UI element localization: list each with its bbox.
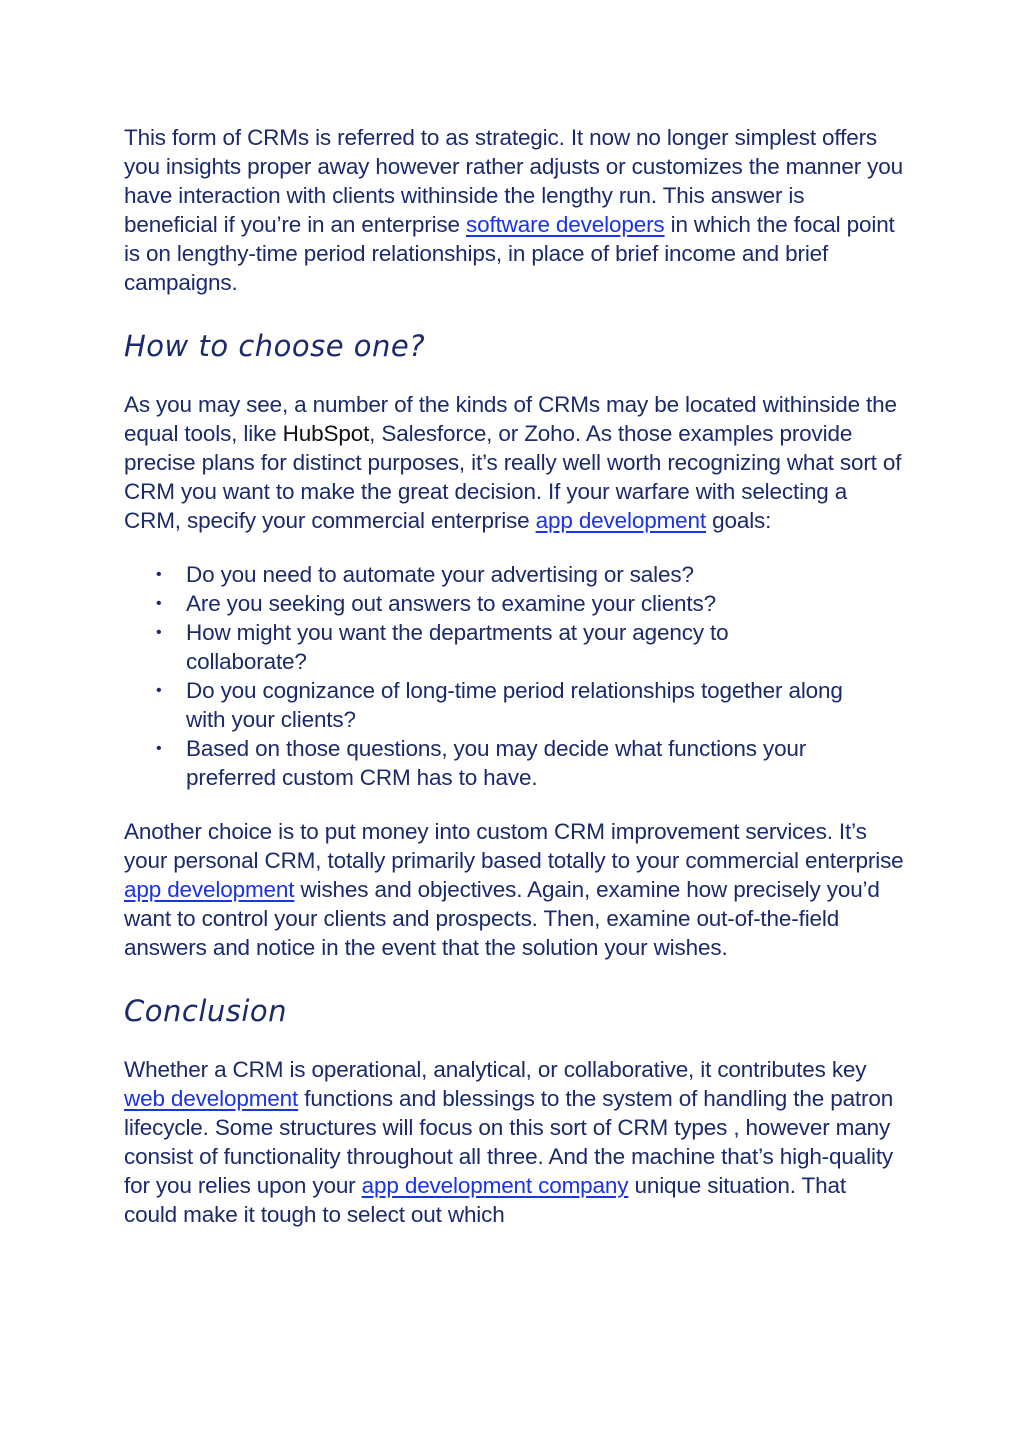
software-developers-link[interactable]: software developers	[466, 212, 665, 237]
document-page	[124, 123, 904, 1229]
bullet-icon: •	[156, 595, 162, 612]
custom-text-2: wishes and objectives. Again, examine how precisely you’d want to control your clients and prospects. Then, examine out-of-the-field answers and notice in the event that the solution your wishes.	[124, 877, 880, 960]
app-development-link-1[interactable]: app development	[535, 508, 707, 533]
bullet-icon: •	[156, 740, 162, 757]
choose-text-1: As you may see, a number of the kinds of CRMs may be located withinside the equal tools, like	[124, 392, 897, 446]
conclusion-text-1: Whether a CRM is operational, analytical, or collaborative, it contributes key	[124, 1057, 867, 1082]
list-item	[156, 560, 904, 589]
app-development-company-link[interactable]: app development company	[361, 1173, 629, 1198]
bullet-icon: •	[156, 566, 162, 583]
custom-crm-paragraph	[124, 817, 904, 962]
heading-how-to-choose: How to choose one?	[124, 329, 426, 363]
list-item	[156, 618, 904, 676]
list-item-text: Based on those questions, you may decide what functions your preferred custom CRM has to have.	[186, 736, 807, 790]
list-item-text: Are you seeking out answers to examine your clients?	[186, 591, 716, 616]
list-item	[156, 589, 904, 618]
list-item-text: Do you cognizance of long-time period relationships together along with your clients?	[186, 678, 843, 732]
bullet-icon: •	[156, 624, 162, 641]
heading-conclusion: Conclusion	[124, 994, 288, 1028]
conclusion-text-3: unique situation. That could make it tough to select out which	[124, 1173, 846, 1227]
conclusion-text-2: functions and blessings to the system of handling the patron lifecycle. Some structures will focus on this sort of CRM types , however many consist of functionality throughout all three. And the machine that’s high-quality for you relies upon your	[124, 1086, 894, 1198]
choose-text-2: , Salesforce, or Zoho. As those examples provide precise plans for distinct purposes, it’s really well worth recognizing what sort of CRM you want to make the great decision. If your warfare with selecting a CRM, specify your commercial enterprise	[124, 421, 902, 533]
bullet-icon: •	[156, 682, 162, 699]
intro-text-2: in which the focal point is on lengthy-time period relationships, in place of brief income and brief campaigns.	[124, 212, 895, 295]
intro-paragraph	[124, 123, 904, 297]
hubspot-text: HubSpot	[282, 421, 370, 446]
intro-text-1: This form of CRMs is referred to as strategic. It now no longer simplest offers you insights proper away however rather adjusts or customizes the manner you have interaction with clients withinside the lengthy run. This answer is beneficial if you’re in an enterprise	[124, 125, 903, 237]
choose-text-3: goals:	[706, 508, 772, 533]
choose-paragraph	[124, 390, 904, 535]
list-item	[156, 734, 904, 792]
conclusion-paragraph	[124, 1055, 904, 1229]
web-development-link[interactable]: web development	[124, 1086, 299, 1111]
custom-text-1: Another choice is to put money into custom CRM improvement services. It’s your personal CRM, totally primarily based totally to your commercial enterprise	[124, 819, 904, 873]
questions-list	[124, 560, 904, 792]
list-item-text: How might you want the departments at your agency to collaborate?	[186, 620, 729, 674]
list-item	[156, 676, 904, 734]
app-development-link-2[interactable]: app development	[124, 877, 295, 902]
list-item-text: Do you need to automate your advertising or sales?	[186, 562, 694, 587]
